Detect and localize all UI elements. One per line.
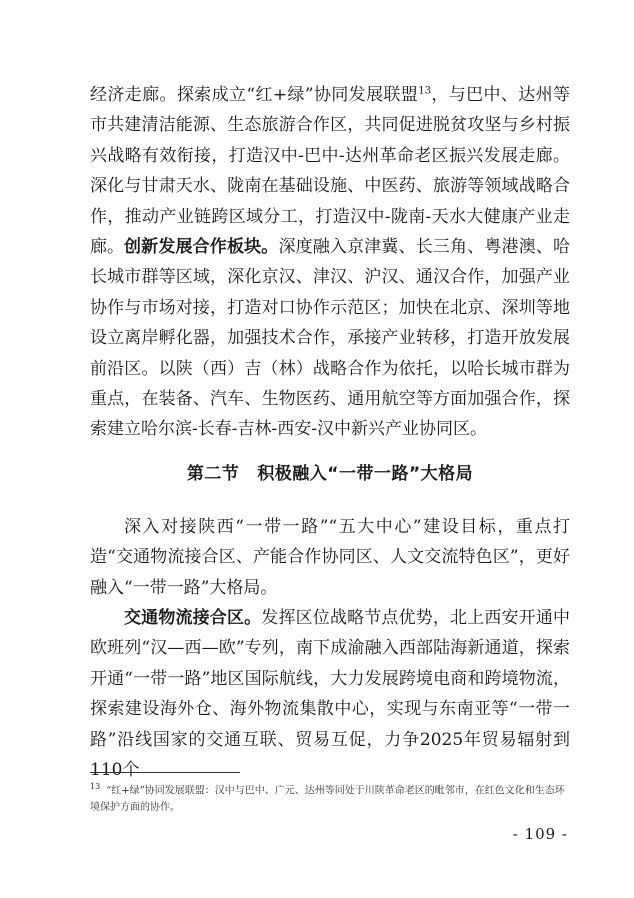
paragraph-lead: 创新发展合作板块。: [124, 237, 279, 257]
paragraph-text: 深入对接陕西“一带一路”“五大中心”建设目标，重点打造“交通物流接合区、产能合作协同区、人文交流特色区”，更好融入“一带一路”大格局。: [90, 517, 570, 598]
paragraph-innovation-cooperation: [90, 232, 570, 445]
footnote-divider: [90, 772, 240, 773]
section-title: 积极融入“一带一路”大格局: [257, 464, 474, 484]
paragraph-transport-logistics: [90, 603, 570, 785]
paragraph-belt-road-intro: [90, 512, 570, 603]
section-number: 第二节: [186, 464, 240, 484]
paragraph-text: 深度融入京津冀、长三角、粤港澳、哈长城市群等区域，深化京汉、津汉、沪汉、通汉合作，加强产业协作与市场对接，打造对口协作示范区；加快在北京、深圳等地设立离岸孵化器，加强技术合作，承接产业转移，打造开放发展前沿区。以陕（西）吉（林）战略合作为依托，以哈长城市群为重点，在装备、汽车、生物医药、通用航空等方面加强合作，探索建立哈尔滨-长春-吉林-西安-汉中新兴产业协同区。: [90, 237, 571, 440]
footnote-marker: 13: [90, 782, 101, 791]
footnote-text: “红+绿”协同发展联盟：汉中与巴中、广元、达州等同处于川陕革命老区的毗邻市，在红色文化和生态环境保护方面的协作。: [90, 785, 565, 814]
paragraph-text: 经济走廊。探索成立“红+绿”协同发展联盟: [90, 85, 419, 105]
paragraph-text: ，与巴中、达州等市共建清洁能源、生态旅游合作区，共同促进脱贫攻坚与乡村振兴战略有效衔接，打造汉中-巴中-达州革命老区振兴发展走廊。深化与甘肃天水、陇南在基础设施、中医药、旅游等领域战略合作，推动产业链跨区域分工，打造汉中-陇南-天水大健康产业走廊。: [90, 85, 570, 258]
paragraph-lead: 交通物流接合区。: [124, 608, 262, 628]
footnote-reference[interactable]: 13: [418, 85, 431, 97]
page-number: - 109 -: [512, 825, 568, 843]
paragraph-text: 发挥区位战略节点优势，北上西安开通中欧班列“汉—西—欧”专列，南下成渝融入西部陆海新通道，探索开通“一带一路”地区国际航线，大力发展跨境电商和跨境物流，探索建设海外仓、海外物流集散中心，实现与东南亚等“一带一路”沿线国家的交通互联、贸易互促，力争2025年贸易辐射到110个: [90, 608, 571, 781]
section-heading: [90, 459, 570, 484]
footnote: [90, 778, 570, 816]
